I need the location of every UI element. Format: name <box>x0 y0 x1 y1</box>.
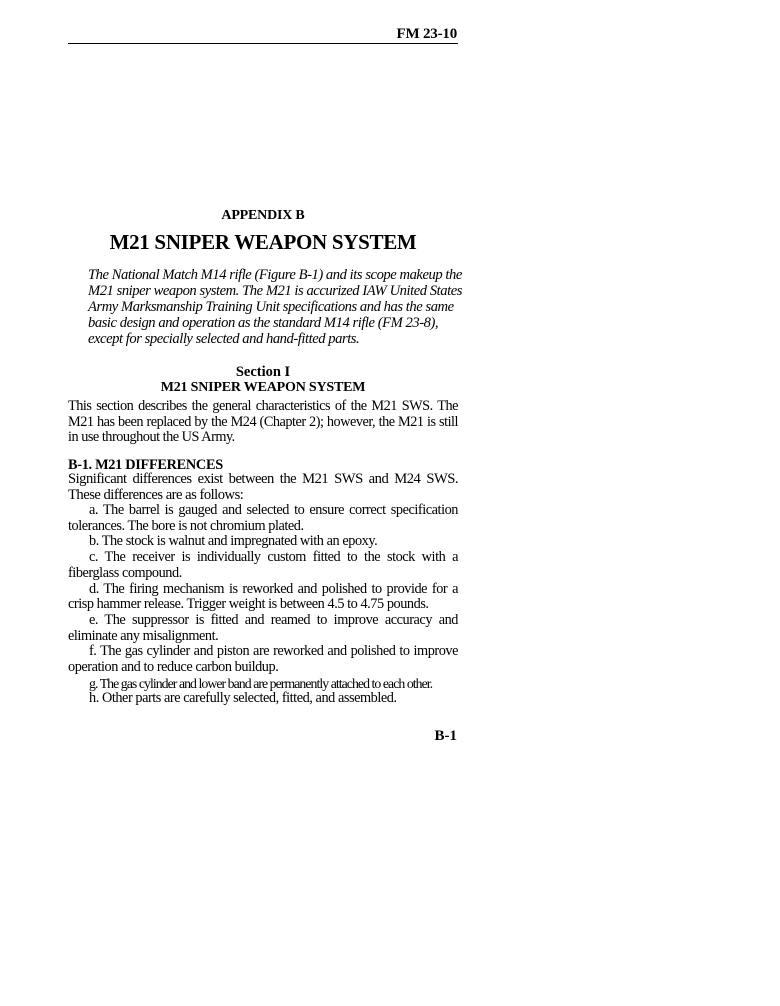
header-rule <box>68 43 458 44</box>
appendix-label: APPENDIX B <box>221 208 305 223</box>
document-id: FM 23-10 <box>396 26 457 42</box>
list-item-a: a. The barrel is gauged and selected to ensure correct specification tolerances. The bore is not chromium plated. <box>68 502 458 534</box>
list-item-d: d. The firing mechanism is reworked and polished to provide for a crisp hammer release. Trigger weight is between 4.5 to 4.75 pounds. <box>68 580 458 613</box>
paragraph-lead: Significant differences exist between the M21 SWS and M24 SWS. These differences are as follows: <box>68 471 458 503</box>
list-item-b: b. The stock is walnut and impregnated with an epoxy. <box>89 533 378 550</box>
section-paragraph: This section describes the general characteristics of the M21 SWS. The M21 has been replaced by the M24 (Chapter 2); however, the M21 is still in use throughout the US Army. <box>68 398 458 446</box>
list-item-g: g. The gas cylinder and lower band are permanently attached to each other. <box>89 675 433 691</box>
list-item-e: e. The suppressor is fitted and reamed to improve accuracy and eliminate any misalignment. <box>68 611 458 644</box>
list-item-c: c. The receiver is individually custom fitted to the stock with a fiberglass compound. <box>68 549 458 581</box>
differences-list <box>68 503 458 707</box>
section-title: M21 SNIPER WEAPON SYSTEM <box>160 380 366 395</box>
list-item-h: h. Other parts are carefully selected, fitted, and assembled. <box>89 690 397 707</box>
appendix-title: M21 SNIPER WEAPON SYSTEM <box>109 230 417 254</box>
appendix-intro: The National Match M14 rifle (Figure B-1) and its scope makeup the M21 sniper weapon system. The M21 is accurized IAW United States Army Marksmanship Training Unit specifications and has the same basic design and operation as the standard M14 rifle (FM 23-8), except for specially selected and hand-fitted parts. <box>88 267 462 348</box>
paragraph-heading: B-1. M21 DIFFERENCES <box>68 457 223 473</box>
section-number: Section I <box>235 364 291 380</box>
list-item-f: f. The gas cylinder and piston are reworked and polished to improve operation and to reduce carbon buildup. <box>68 643 458 676</box>
page-number: B-1 <box>434 728 457 744</box>
